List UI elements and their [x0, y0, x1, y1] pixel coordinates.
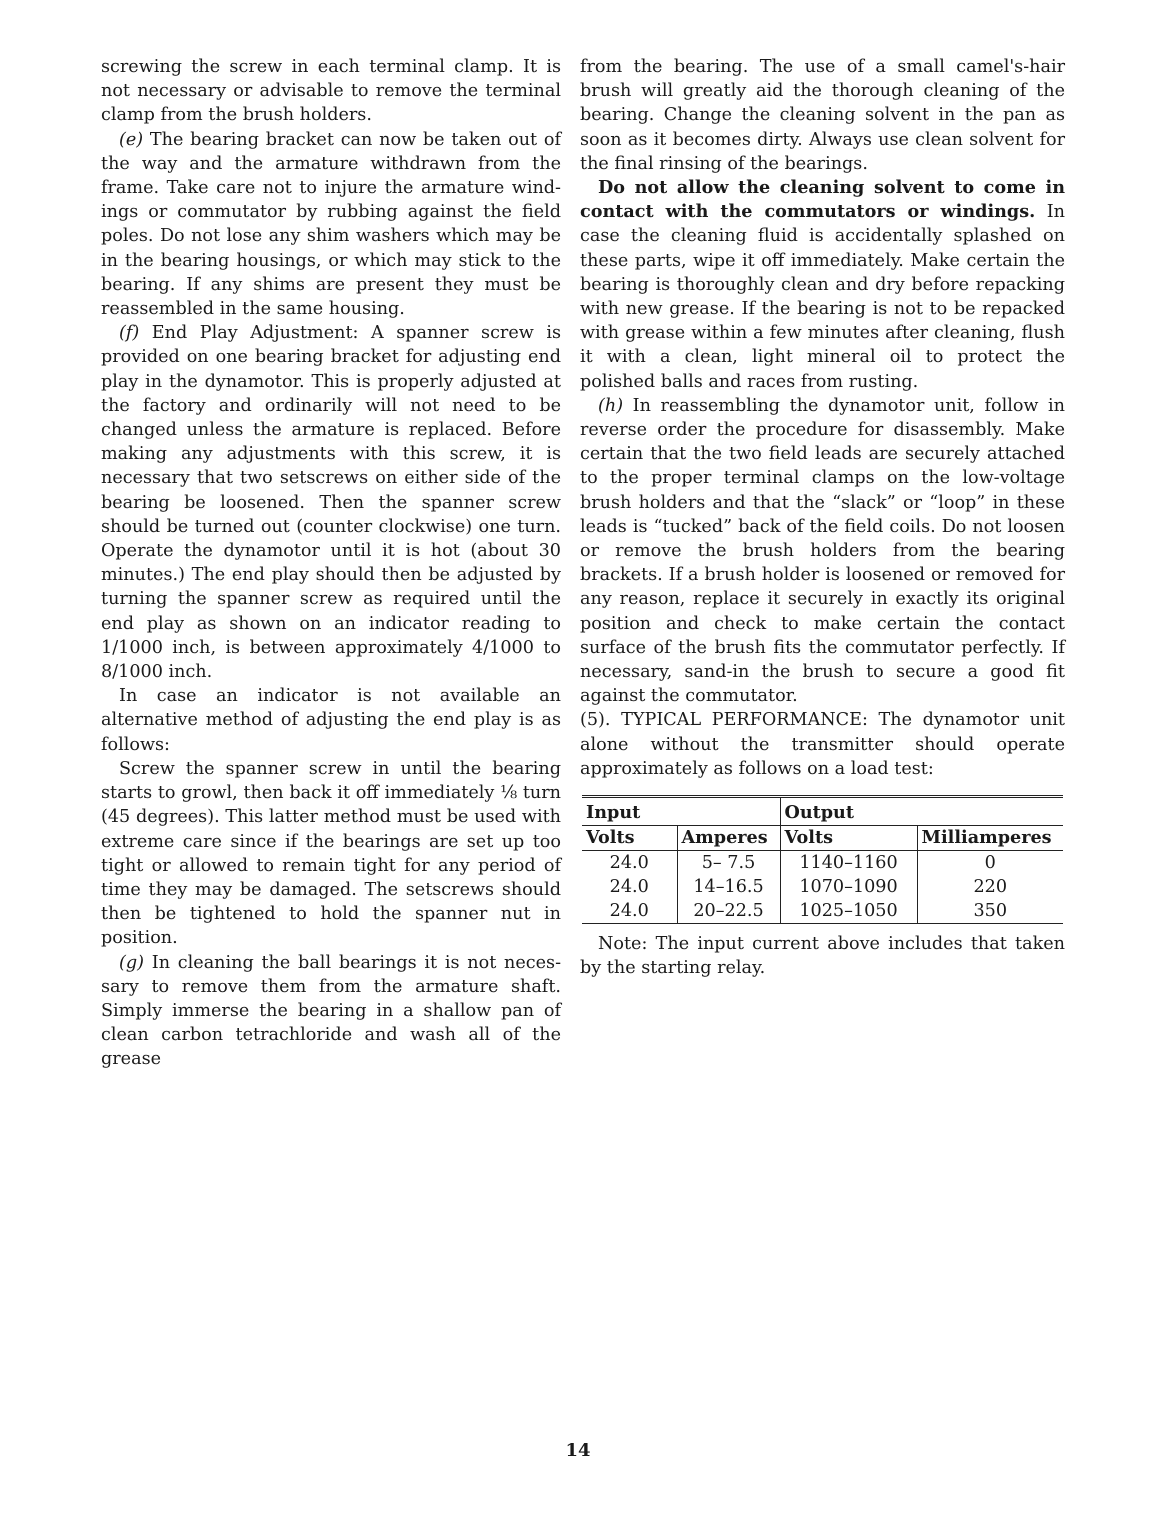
output-group-header: Output: [780, 797, 1063, 826]
paragraph-text: In reassembling the dynamotor unit, follow in reverse order the procedure for disassembly. Make certain that the two field leads are securely attached to the proper terminal clamps on the low-voltage brush holders and that the “slack” or “loop” in these leads is “tucked” back of the field coils. Do not loosen or remove the brush holders from the bearing brackets. If a brush holder is loosened or removed for any reason, replace it securely in exactly its original position and check to make certain the contact surface of the brush fits the commutator perfectly. If necessary, sand-in the brush to secure a good fit against the commutator.: [580, 395, 1066, 707]
item-letter: (e): [119, 129, 144, 150]
table-cell: 1025–1050: [780, 899, 917, 924]
paragraph-performance: [580, 708, 1065, 781]
warning-text: Do not allow the cleaning solvent to come in contact with the commutators or windings.: [580, 177, 1065, 223]
table-cell: 0: [917, 851, 1063, 876]
paragraph-text: The bearing bracket can now be taken out of the way and the armature withdrawn from the frame. Take care not to injure the armature windings or commutator by rubbing against the field poles. Do not lose any shim washers which may be in the bearing housings, or which may stick to the bearing. If any shims are present they must be reassembled in the same housing.: [101, 129, 561, 320]
paragraph-text: In case the cleaning fluid is accidentally splashed on these parts, wipe it off immediately. Make certain the bearing is thoroughly clean and dry before repacking with new grease. If the bearing is not to be repacked with grease within a few minutes after cleaning, flush it with a clean, light mineral oil to protect the polished balls and races from rusting.: [580, 202, 1066, 392]
table-cell: 1070–1090: [780, 875, 917, 899]
input-group-header: Input: [582, 797, 780, 826]
table-cell: 350: [917, 899, 1063, 924]
item-letter: (g): [119, 952, 144, 973]
paragraph-f: [101, 321, 561, 684]
paragraph-h: [580, 394, 1065, 709]
table-cell: 220: [917, 875, 1063, 899]
right-column: [580, 55, 1065, 981]
paragraph: from the bearing. The use of a small camel's-hair brush will greatly aid the thorough cleaning of the bearing. Change the cleaning solvent in the pan as soon as it becomes dirty. Always use clean solvent for the final rinsing of the bearings.: [580, 57, 1065, 174]
table-group-header: [582, 797, 1063, 826]
page-number: 14: [565, 1440, 591, 1461]
paragraph: In case an indicator is not available an alternative method of adjusting the end play is as follows:: [101, 686, 561, 755]
column-header: Milliamperes: [917, 826, 1063, 851]
item-letter: (f): [119, 323, 140, 344]
paragraph-e: [101, 128, 561, 322]
item-letter: (h): [598, 395, 624, 416]
section-heading: (5). TYPICAL PERFORMANCE:: [580, 710, 868, 731]
paragraph: Screw the spanner screw in until the bearing starts to growl, then back it off immediately ⅛ turn (45 degrees). This latter method must be used with extreme care since if the bearings are set up too tight or allowed to remain tight for any period of time they may be damaged. The setscrews should then be tightened to hold the spanner nut in position.: [101, 758, 561, 949]
performance-table: [582, 795, 1063, 924]
table-row: [582, 899, 1063, 924]
paragraph-warning: [580, 176, 1065, 394]
table-cell: 24.0: [609, 853, 649, 874]
paragraph-text: In cleaning the ball bearings it is not necessary to remove them from the armature shaft. Simply immerse the bearing in a shallow pan of clean carbon tetrachloride and wash all of the grease: [101, 952, 562, 1070]
table-note: Note: The input current above includes that taken by the starting relay.: [580, 934, 1065, 979]
left-column: [101, 55, 561, 1072]
column-header: Amperes: [677, 826, 780, 851]
table-cell: 14–16.5: [677, 875, 780, 899]
table-cell: 24.0: [582, 899, 677, 924]
paragraph: screwing the screw in each terminal clamp. It is not necessary or advisable to remove the terminal clamp from the brush holders.: [101, 57, 561, 126]
paragraph-text: The dynamotor unit alone without the transmitter should operate approximately as follows on a load test:: [580, 710, 1065, 779]
table-cell: 5– 7.5: [677, 851, 780, 876]
table-cell: 1140–1160: [780, 851, 917, 876]
column-header: Volts: [582, 826, 677, 851]
table-row: [582, 851, 1063, 876]
table-header-row: [582, 826, 1063, 851]
column-header: Volts: [780, 826, 917, 851]
table-cell: 20–22.5: [677, 899, 780, 924]
paragraph-text: End Play Adjustment: A spanner screw is provided on one bearing bracket for adjusting end play in the dynamotor. This is properly adjusted at the factory and ordinarily will not need to be changed unless the armature is replaced. Before making any adjustments with this screw, it is necessary that two setscrews on either side of the bearing be loosened. Then the spanner screw should be turned out (counter clockwise) one turn. Operate the dynamotor until it is hot (about 30 minutes.) The end play should then be adjusted by turning the spanner screw as required until the end play as shown on an indicator reading to 1/1000 inch, is between approximately 4/1000 to 8/1000 inch.: [101, 323, 562, 683]
table-row: [582, 875, 1063, 899]
table-cell: 24.0: [609, 877, 649, 898]
paragraph-g: [101, 951, 561, 1072]
